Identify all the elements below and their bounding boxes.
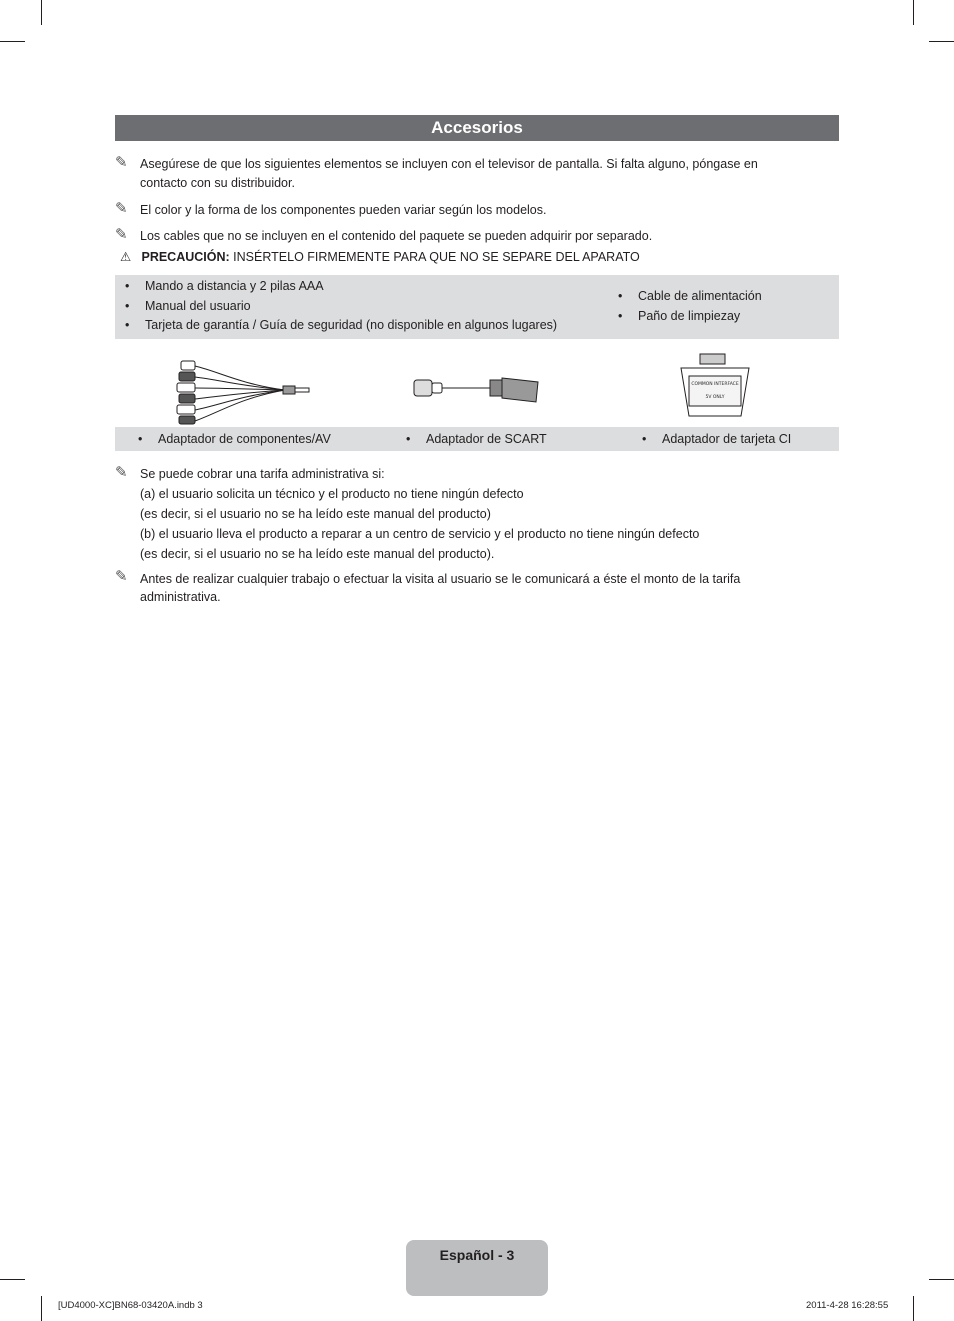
ci-card-adapter-icon (675, 350, 755, 426)
caption-ci-card: • Adaptador de tarjeta CI (642, 427, 791, 451)
caption-component-av: • Adaptador de componentes/AV (138, 427, 331, 451)
contents-list-left (115, 277, 557, 336)
crop-mark (0, 41, 25, 42)
crop-mark (0, 1279, 25, 1280)
pencil-note-icon: ✎ (115, 154, 128, 171)
contents-box (115, 275, 839, 339)
contents-list-right (608, 287, 762, 326)
list-item: • Tarjeta de garantía / Guía de seguridad (no disponible en algunos lugares) (115, 316, 557, 336)
pencil-note-icon: ✎ (115, 200, 128, 217)
pencil-note-icon: ✎ (115, 568, 128, 585)
fee-intro: Se puede cobrar una tarifa administrativa si: (140, 467, 385, 481)
note (115, 227, 805, 246)
note-text: El color y la forma de los componentes pueden variar según los modelos. (140, 203, 547, 217)
crop-mark (929, 41, 954, 42)
note (115, 570, 805, 606)
note-text: Asegúrese de que los siguientes elementos se incluyen con el televisor de pantalla. Si falta alguno, póngase en contacto con su distribuidor. (140, 157, 758, 190)
adapter-captions (115, 427, 839, 451)
component-av-cable-icon (165, 350, 315, 426)
note (115, 201, 805, 220)
fee-line: (es decir, si el usuario no se ha leído este manual del producto) (140, 507, 491, 521)
fee-line: (b) el usuario lleva el producto a reparar a un centro de servicio y el producto no tiene ningún defecto (140, 527, 700, 541)
crop-mark (913, 0, 914, 25)
list-item: • Manual del usuario (115, 297, 557, 317)
card-line: COMMON INTERFACE (691, 382, 739, 387)
imprint-file: [UD4000-XC]BN68-03420A.indb 3 (58, 1300, 203, 1311)
fee-line: (es decir, si el usuario no se ha leído este manual del producto). (140, 547, 495, 561)
adapter-images (115, 350, 839, 426)
fee-note (115, 465, 805, 564)
caution-note (120, 249, 640, 265)
caution-text: INSÉRTELO FIRMEMENTE PARA QUE NO SE SEPARE DEL APARATO (233, 250, 640, 264)
list-item: • Paño de limpiezay (608, 307, 762, 327)
list-item: • Cable de alimentación (608, 287, 762, 307)
crop-mark (41, 1296, 42, 1321)
crop-mark (913, 1296, 914, 1321)
caution-label: PRECAUCIÓN: (141, 250, 230, 264)
note-text: Antes de realizar cualquier trabajo o efectuar la visita al usuario se le comunicará a éste el monto de la tarifa administrativa. (140, 572, 741, 604)
list-item: • Mando a distancia y 2 pilas AAA (115, 277, 557, 297)
section-title: Accesorios (115, 115, 839, 141)
page-number-tab: Español - 3 (406, 1240, 548, 1296)
caption-scart: • Adaptador de SCART (406, 427, 547, 451)
pencil-note-icon: ✎ (115, 226, 128, 243)
crop-mark (41, 0, 42, 25)
card-line: 5V ONLY (705, 395, 725, 400)
pencil-note-icon: ✎ (115, 464, 128, 481)
imprint-timestamp: 2011-4-28 16:28:55 (806, 1300, 889, 1311)
warning-triangle-icon: ⚠ (120, 250, 132, 264)
note-text: Los cables que no se incluyen en el contenido del paquete se pueden adquirir por separado. (140, 229, 653, 243)
fee-line: (a) el usuario solicita un técnico y el producto no tiene ningún defecto (140, 487, 524, 501)
scart-adapter-icon (410, 350, 545, 426)
note (115, 155, 805, 193)
crop-mark (929, 1279, 954, 1280)
